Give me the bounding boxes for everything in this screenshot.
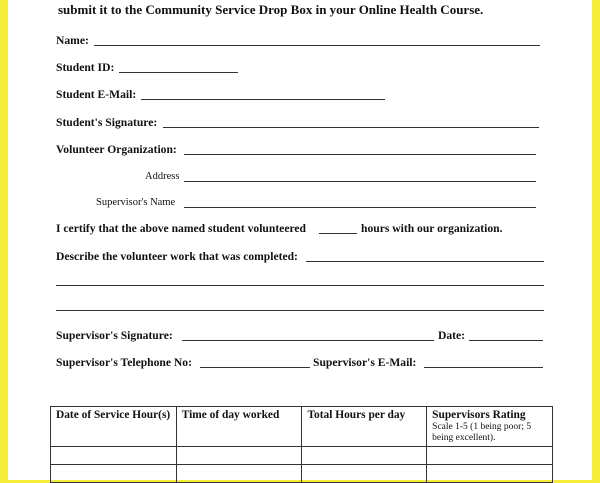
supervisor-telephone-label: Supervisor's Telephone No: (56, 356, 192, 369)
service-hours-table (50, 406, 553, 483)
column-header-total-hours-title: Total Hours per day (307, 409, 406, 421)
supervisor-name-field-line[interactable] (184, 207, 536, 208)
column-header-rating (427, 407, 553, 447)
describe-work-line-3[interactable] (56, 310, 544, 311)
address-field-line[interactable] (184, 181, 536, 182)
certify-text-end: hours with our organization. (361, 222, 503, 235)
student-id-field-line[interactable] (119, 72, 238, 73)
table-cell[interactable] (302, 447, 427, 465)
column-header-time (176, 407, 302, 447)
table-header-row (51, 407, 553, 447)
student-email-label: Student E-Mail: (56, 88, 137, 101)
supervisor-name-label: Supervisor's Name (96, 197, 176, 208)
supervisor-telephone-field-line[interactable] (200, 367, 310, 368)
name-field-line[interactable] (94, 45, 540, 46)
table-cell[interactable] (176, 447, 302, 465)
column-header-rating-title: Supervisors Rating (432, 409, 526, 421)
address-label: Address (145, 171, 180, 182)
supervisor-signature-label: Supervisor's Signature: (56, 329, 173, 342)
rating-scale-note: Scale 1-5 (1 being poor; 5 being excellent). (432, 422, 532, 443)
column-header-date-title: Date of Service Hour(s) (56, 409, 171, 421)
form-instruction: submit it to the Community Service Drop Box in your Online Health Course. (58, 2, 484, 17)
volunteer-organization-field-line[interactable] (184, 154, 536, 155)
column-header-time-title: Time of day worked (181, 409, 280, 421)
supervisor-signature-field-line[interactable] (182, 340, 434, 341)
certify-text-start: I certify that the above named student volunteered (56, 222, 306, 235)
date-field-line[interactable] (469, 340, 543, 341)
student-signature-field-line[interactable] (163, 127, 539, 128)
table-cell[interactable] (51, 447, 177, 465)
form-page (8, 0, 592, 480)
column-header-date (51, 407, 177, 447)
supervisor-email-field-line[interactable] (424, 367, 543, 368)
name-label: Name: (56, 34, 89, 47)
table-row (51, 447, 553, 465)
describe-work-label: Describe the volunteer work that was completed: (56, 250, 298, 263)
table-cell[interactable] (427, 447, 553, 465)
hours-field-line[interactable] (319, 233, 357, 234)
date-label: Date: (438, 329, 466, 342)
student-id-label: Student ID: (56, 61, 115, 74)
describe-work-line-1[interactable] (306, 261, 544, 262)
column-header-total-hours (302, 407, 427, 447)
describe-work-line-2[interactable] (56, 285, 544, 286)
student-email-field-line[interactable] (141, 99, 385, 100)
supervisor-email-label: Supervisor's E-Mail: (313, 356, 417, 369)
volunteer-organization-label: Volunteer Organization: (56, 143, 177, 156)
student-signature-label: Student's Signature: (56, 116, 158, 129)
